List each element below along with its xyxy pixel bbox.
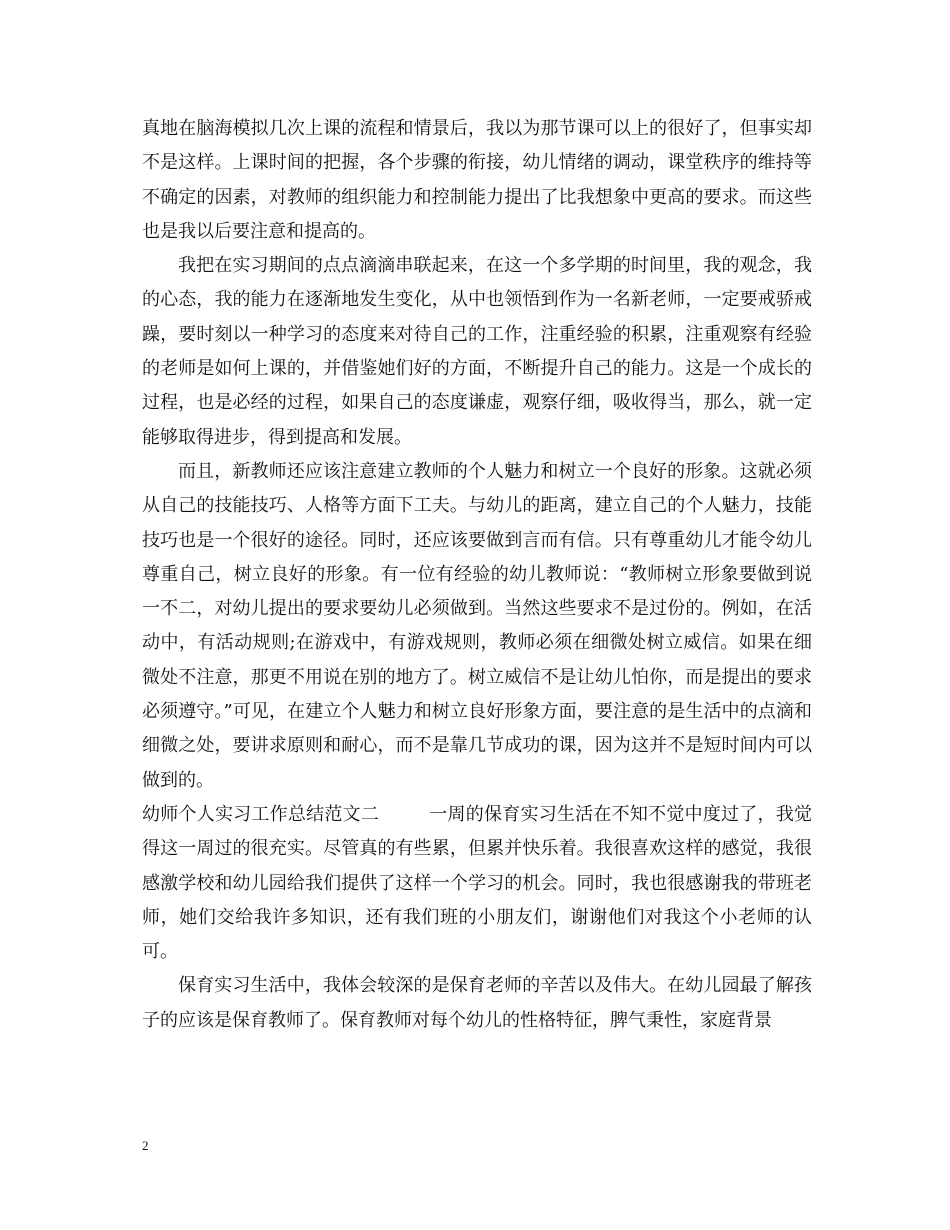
section-heading: 幼师个人实习工作总结范文二: [142, 803, 380, 825]
document-body: [142, 112, 812, 1038]
paragraph-teacher-image: 而且，新教师还应该注意建立教师的个人魅力和树立一个良好的形象。这就必须从自己的技能技巧、人格等方面下工夫。与幼儿的距离，建立自己的个人魅力，技能技巧也是一个很好的途径。同时，还应该要做到言而有信。只有尊重幼儿才能令幼儿尊重自己，树立良好的形象。有一位有经验的幼儿教师说：“教师树立形象要做到说一不二，对幼儿提出的要求要幼儿必须做到。当然这些要求不是过份的。例如，在活动中，有活动规则;在游戏中，有游戏规则，教师必须在细微处树立威信。如果在细微处不注意，那更不用说在别的地方了。树立威信不是让幼儿怕你，而是提出的要求必须遵守。”可见，在建立个人魅力和树立良好形象方面，要注意的是生活中的点滴和细微之处，要讲求原则和耐心，而不是靠几节成功的课，因为这并不是短时间内可以做到的。: [142, 460, 812, 791]
paragraph-continuation: 真地在脑海模拟几次上课的流程和情景后，我以为那节课可以上的很好了，但事实却不是这样。上课时间的把握，各个步骤的衔接，幼儿情绪的调动，课堂秩序的维持等不确定的因素，对教师的组织能力和控制能力提出了比我想象中更高的要求。而这些也是我以后要注意和提高的。: [142, 118, 812, 242]
paragraph-childcare: 保育实习生活中，我体会较深的是保育老师的辛苦以及伟大。在幼儿园最了解孩子的应该是保育教师了。保育教师对每个幼儿的性格特征，脾气秉性，家庭背景: [142, 975, 812, 1031]
section-two-text: 一周的保育实习生活在不知不觉中度过了，我觉得这一周过的很充实。尽管真的有些累，但累并快乐着。我很喜欢这样的感觉，我很感激学校和幼儿园给我们提供了这样一个学习的机会。同时，我也很感谢我的带班老师，她们交给我许多知识，还有我们班的小朋友们，谢谢他们对我这个小老师的认可。: [142, 803, 813, 963]
page-number: 2: [142, 1138, 149, 1153]
paragraph-reflection: 我把在实习期间的点点滴滴串联起来，在这一个多学期的时间里，我的观念，我的心态，我的能力在逐渐地发生变化，从中也领悟到作为一名新老师，一定要戒骄戒躁，要时刻以一种学习的态度来对待自己的工作，注重经验的积累，注重观察有经验的老师是如何上课的，并借鉴她们好的方面，不断提升自己的能力。这是一个成长的过程，也是必经的过程，如果自己的态度谦虚，观察仔细，吸收得当，那么，就一定能够取得进步，得到提高和发展。: [142, 255, 812, 448]
paragraph-section-two: [142, 798, 812, 969]
